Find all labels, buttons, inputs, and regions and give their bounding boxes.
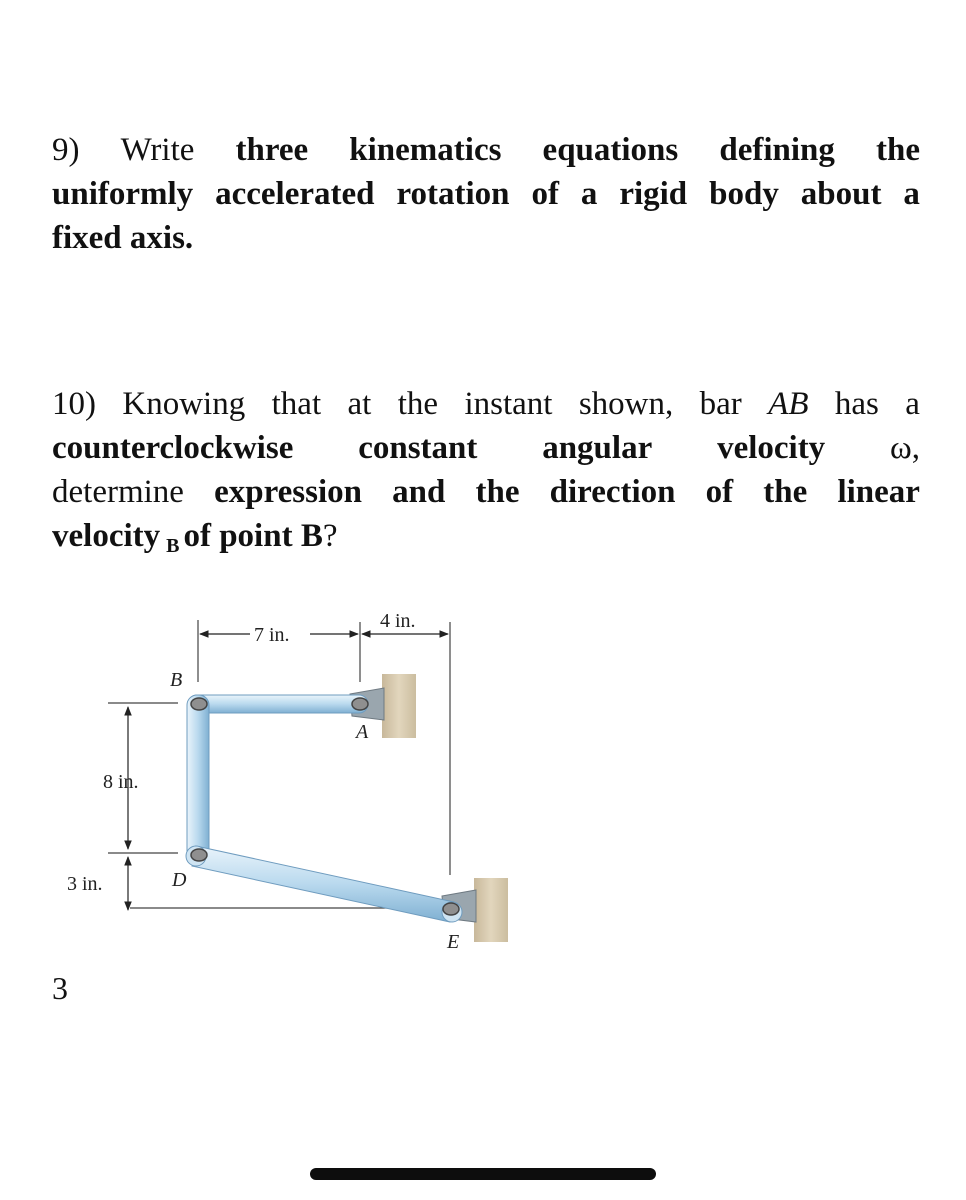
- pin-b: [191, 698, 207, 710]
- q10-line-4: [52, 514, 920, 558]
- q9-word: three: [235, 132, 309, 168]
- dimension-label-3in: 3 in.: [67, 873, 103, 895]
- linkage-figure: [0, 590, 966, 960]
- question-10: [52, 382, 920, 558]
- bar-ab: [188, 695, 368, 713]
- q10-line-2: [52, 426, 920, 470]
- q10-word: shown,: [578, 386, 674, 422]
- q10-word: linear: [837, 474, 920, 510]
- bar-de: [192, 846, 454, 922]
- q10-word: 10): [52, 386, 96, 422]
- q9-word: Write: [120, 132, 195, 168]
- q10-word: has: [834, 386, 879, 422]
- pin-d: [191, 849, 207, 861]
- bar-bd: [187, 695, 209, 865]
- q10-word: direction: [549, 474, 676, 510]
- dimension-label-8in: 8 in.: [103, 771, 139, 793]
- q10-word: instant: [464, 386, 553, 422]
- q10-word: constant: [358, 430, 478, 466]
- point-label-a: A: [356, 721, 369, 743]
- q9-word: a: [580, 176, 598, 212]
- point-label-b: B: [170, 669, 183, 691]
- q9-word: the: [876, 132, 920, 168]
- q10-word: bar: [699, 386, 742, 422]
- question-9: [52, 128, 920, 260]
- wall-support-a: [382, 674, 416, 738]
- wall-support-e: [474, 878, 508, 942]
- q9-line-1: [52, 128, 920, 172]
- q10-word: of: [705, 474, 734, 510]
- q10-word: the: [475, 474, 520, 510]
- q10-word: the: [397, 386, 439, 422]
- q9-word: body: [709, 176, 779, 212]
- q10-word: counterclockwise: [52, 430, 294, 466]
- pin-e: [443, 903, 459, 915]
- q10-line-3: [52, 470, 920, 514]
- q10-word: determine: [52, 474, 184, 510]
- q9-word: rotation: [396, 176, 510, 212]
- q10-word: velocity: [52, 518, 161, 554]
- q9-word: equations: [542, 132, 679, 168]
- q9-word: uniformly: [52, 176, 194, 212]
- q9-word: defining: [719, 132, 835, 168]
- q9-word: 9): [52, 132, 80, 168]
- q9-line-2: [52, 172, 920, 216]
- question-mark: ?: [322, 518, 338, 554]
- q10-word: the: [763, 474, 808, 510]
- q10-word: of point B: [183, 518, 323, 554]
- q9-word: fixed axis.: [52, 220, 194, 256]
- page-number: 3: [52, 970, 68, 1006]
- q10-word: velocity: [717, 430, 826, 466]
- q9-word: about: [800, 176, 882, 212]
- q10-word: ω,: [890, 430, 920, 466]
- velocity-subscript: B: [166, 535, 180, 557]
- q10-word: AB: [768, 386, 809, 422]
- q10-word: that: [271, 386, 322, 422]
- q10-word: at: [347, 386, 372, 422]
- point-label-d: D: [172, 869, 187, 891]
- q10-word: a: [905, 386, 920, 422]
- dimension-label-4in: 4 in.: [380, 610, 416, 632]
- q9-word: accelerated: [215, 176, 375, 212]
- q10-word: expression: [214, 474, 362, 510]
- q10-line-1: [52, 382, 920, 426]
- pin-a: [352, 698, 368, 710]
- q9-word: rigid: [619, 176, 688, 212]
- q10-word: Knowing: [122, 386, 246, 422]
- q9-word: a: [903, 176, 920, 212]
- q10-word: and: [392, 474, 446, 510]
- q9-line-3: [52, 216, 920, 260]
- point-label-e: E: [447, 931, 460, 953]
- q9-word: kinematics: [349, 132, 502, 168]
- q10-word: angular: [542, 430, 653, 466]
- q9-word: of: [531, 176, 559, 212]
- home-indicator-bar[interactable]: [310, 1168, 656, 1180]
- dimension-label-7in: 7 in.: [254, 624, 290, 646]
